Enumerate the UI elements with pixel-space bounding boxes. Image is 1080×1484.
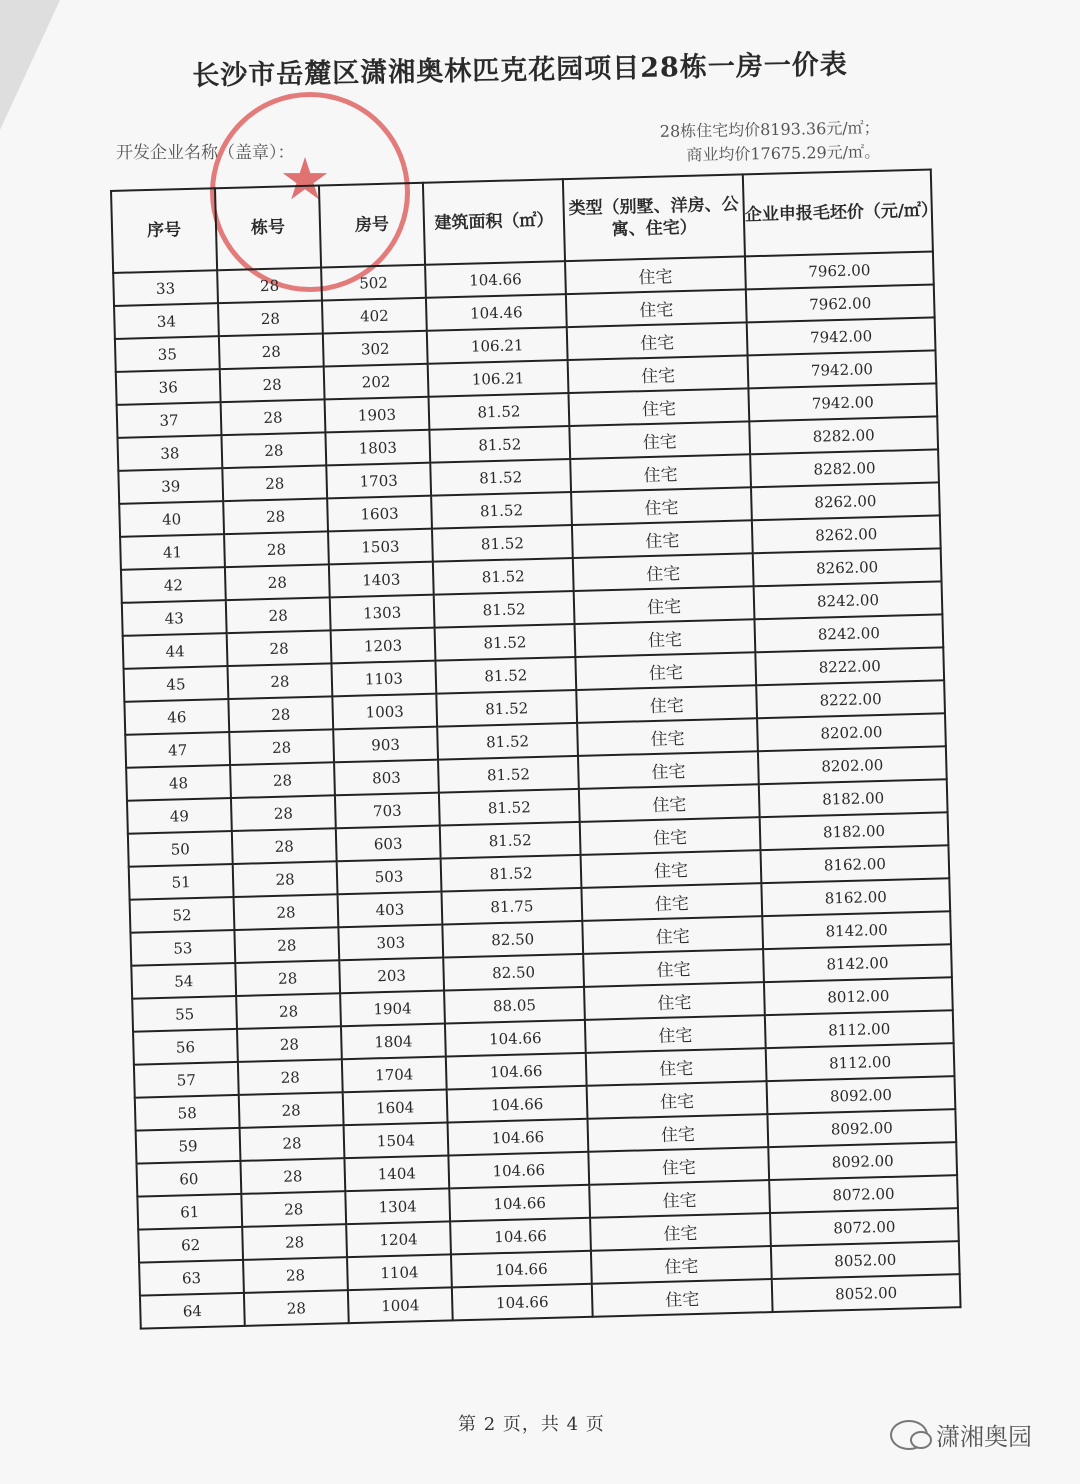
cell-area: 104.66 bbox=[450, 1218, 591, 1255]
cell-room: 303 bbox=[338, 925, 443, 961]
cell-seq: 45 bbox=[124, 666, 229, 702]
cell-price: 7962.00 bbox=[745, 251, 934, 289]
cell-room: 1004 bbox=[348, 1287, 453, 1323]
cell-area: 104.66 bbox=[452, 1284, 593, 1321]
cell-area: 81.52 bbox=[438, 756, 579, 793]
cell-price: 8092.00 bbox=[768, 1142, 957, 1180]
cell-building: 28 bbox=[237, 1026, 342, 1062]
cell-type: 住宅 bbox=[577, 718, 758, 756]
cell-room: 1803 bbox=[325, 430, 430, 466]
cell-building: 28 bbox=[227, 630, 332, 666]
cell-type: 住宅 bbox=[592, 1279, 773, 1317]
cell-room: 503 bbox=[337, 859, 442, 895]
cell-area: 106.21 bbox=[428, 360, 569, 397]
cell-area: 81.52 bbox=[435, 657, 576, 694]
cell-type: 住宅 bbox=[587, 1114, 768, 1152]
cell-area: 81.75 bbox=[441, 888, 582, 925]
page-footer: 第 2 页，共 4 页 bbox=[458, 1414, 605, 1435]
cell-seq: 61 bbox=[137, 1194, 242, 1230]
cell-seq: 48 bbox=[126, 765, 231, 801]
cell-price: 8162.00 bbox=[761, 878, 950, 916]
cell-price: 8182.00 bbox=[760, 812, 949, 850]
cell-area: 88.05 bbox=[444, 987, 585, 1024]
cell-building: 28 bbox=[221, 432, 326, 468]
cell-seq: 62 bbox=[138, 1227, 243, 1263]
price-table-sheet bbox=[110, 169, 960, 1330]
cell-seq: 49 bbox=[127, 798, 232, 834]
cell-price: 8072.00 bbox=[770, 1208, 959, 1246]
cell-area: 82.50 bbox=[442, 921, 583, 958]
cell-price: 8092.00 bbox=[767, 1109, 956, 1147]
cell-room: 803 bbox=[334, 760, 439, 796]
cell-room: 1303 bbox=[330, 595, 435, 631]
avg-residential-price: 28栋住宅均价8193.36元/㎡； bbox=[659, 118, 880, 141]
cell-seq: 33 bbox=[113, 270, 218, 306]
cell-area: 104.66 bbox=[448, 1119, 589, 1156]
cell-room: 402 bbox=[322, 298, 427, 334]
cell-building: 28 bbox=[219, 333, 324, 369]
cell-room: 1704 bbox=[342, 1057, 447, 1093]
cell-type: 住宅 bbox=[568, 388, 749, 426]
cell-room: 1203 bbox=[331, 628, 436, 664]
cell-room: 1204 bbox=[346, 1221, 451, 1257]
cell-type: 住宅 bbox=[583, 949, 764, 987]
cell-seq: 57 bbox=[134, 1062, 239, 1098]
cell-seq: 54 bbox=[131, 963, 236, 999]
cell-building: 28 bbox=[224, 531, 329, 567]
cell-room: 703 bbox=[335, 793, 440, 829]
cell-building: 28 bbox=[244, 1290, 349, 1326]
cell-area: 81.52 bbox=[433, 558, 574, 595]
watermark-label: 潇湘奥园 bbox=[936, 1423, 1032, 1451]
cell-room: 1304 bbox=[345, 1188, 450, 1224]
company-name-label: 开发企业名称（盖章）： bbox=[116, 143, 295, 163]
avg-commercial-price: 商业均价17675.29元/㎡。 bbox=[686, 142, 881, 165]
cell-building: 28 bbox=[240, 1158, 345, 1194]
cell-price: 8282.00 bbox=[750, 449, 939, 487]
cell-room: 1703 bbox=[326, 463, 431, 499]
cell-seq: 56 bbox=[133, 1029, 238, 1065]
cell-type: 住宅 bbox=[590, 1213, 771, 1251]
price-table bbox=[110, 168, 962, 1329]
cell-area: 81.52 bbox=[435, 624, 576, 661]
cell-seq: 44 bbox=[123, 633, 228, 669]
cell-area: 81.52 bbox=[440, 822, 581, 859]
cell-price: 8052.00 bbox=[771, 1241, 960, 1279]
cell-room: 202 bbox=[324, 364, 429, 400]
cell-building: 28 bbox=[243, 1257, 348, 1293]
cell-area: 81.52 bbox=[431, 492, 572, 529]
cell-price: 8222.00 bbox=[755, 647, 944, 685]
cell-room: 1903 bbox=[325, 397, 430, 433]
cell-building: 28 bbox=[226, 597, 331, 633]
cell-area: 81.52 bbox=[429, 426, 570, 463]
cell-type: 住宅 bbox=[578, 751, 759, 789]
cell-seq: 34 bbox=[114, 303, 219, 339]
cell-room: 403 bbox=[338, 892, 443, 928]
cell-seq: 50 bbox=[128, 831, 233, 867]
cell-type: 住宅 bbox=[566, 289, 747, 327]
cell-area: 81.52 bbox=[429, 393, 570, 430]
cell-building: 28 bbox=[239, 1092, 344, 1128]
cell-price: 8262.00 bbox=[751, 482, 940, 520]
cell-building: 28 bbox=[229, 729, 334, 765]
cell-room: 1503 bbox=[328, 529, 433, 565]
cell-area: 104.66 bbox=[447, 1086, 588, 1123]
cell-type: 住宅 bbox=[570, 454, 751, 492]
cell-area: 81.52 bbox=[432, 525, 573, 562]
cell-building: 28 bbox=[225, 564, 330, 600]
cell-room: 903 bbox=[333, 727, 438, 763]
cell-room: 1603 bbox=[327, 496, 432, 532]
cell-building: 28 bbox=[221, 399, 326, 435]
cell-room: 1604 bbox=[343, 1089, 448, 1125]
cell-area: 106.21 bbox=[427, 327, 568, 364]
cell-seq: 46 bbox=[124, 699, 229, 735]
cell-price: 7942.00 bbox=[747, 317, 936, 355]
wechat-icon bbox=[890, 1420, 928, 1450]
cell-price: 8112.00 bbox=[766, 1043, 955, 1081]
cell-building: 28 bbox=[234, 894, 339, 930]
cell-price: 8162.00 bbox=[761, 845, 950, 883]
cell-building: 28 bbox=[233, 861, 338, 897]
cell-building: 28 bbox=[235, 960, 340, 996]
cell-area: 81.52 bbox=[434, 591, 575, 628]
cell-seq: 40 bbox=[119, 501, 224, 537]
cell-price: 7942.00 bbox=[748, 350, 937, 388]
cell-building: 28 bbox=[217, 268, 322, 304]
cell-seq: 43 bbox=[122, 600, 227, 636]
cell-seq: 38 bbox=[117, 435, 222, 471]
cell-price: 7942.00 bbox=[748, 383, 937, 421]
cell-type: 住宅 bbox=[574, 586, 755, 624]
cell-price: 8012.00 bbox=[764, 977, 953, 1015]
cell-price: 8242.00 bbox=[754, 581, 943, 619]
cell-type: 住宅 bbox=[582, 916, 763, 954]
cell-building: 28 bbox=[228, 663, 333, 699]
cell-seq: 37 bbox=[117, 402, 222, 438]
cell-type: 住宅 bbox=[567, 322, 748, 360]
header-area: 建筑面积（㎡） bbox=[423, 179, 565, 265]
cell-building: 28 bbox=[222, 465, 327, 501]
average-price-note bbox=[660, 116, 881, 168]
watermark bbox=[890, 1417, 1032, 1452]
cell-building: 28 bbox=[218, 300, 323, 336]
header-price: 企业申报毛坯价（元/㎡） bbox=[743, 170, 933, 257]
cell-room: 203 bbox=[339, 958, 444, 994]
cell-seq: 42 bbox=[121, 567, 226, 603]
cell-type: 住宅 bbox=[572, 520, 753, 558]
header-seq: 序号 bbox=[111, 188, 217, 273]
cell-seq: 36 bbox=[116, 369, 221, 405]
cell-area: 81.52 bbox=[437, 723, 578, 760]
cell-type: 住宅 bbox=[591, 1246, 772, 1284]
cell-room: 1403 bbox=[329, 562, 434, 598]
cell-seq: 63 bbox=[139, 1260, 244, 1296]
cell-seq: 55 bbox=[132, 996, 237, 1032]
cell-price: 8182.00 bbox=[759, 779, 948, 817]
cell-room: 1103 bbox=[331, 661, 436, 697]
cell-area: 81.52 bbox=[436, 690, 577, 727]
cell-area: 104.46 bbox=[426, 294, 567, 331]
cell-area: 81.52 bbox=[441, 855, 582, 892]
cell-seq: 60 bbox=[136, 1161, 241, 1197]
cell-price: 8142.00 bbox=[762, 911, 951, 949]
cell-building: 28 bbox=[238, 1059, 343, 1095]
cell-type: 住宅 bbox=[576, 685, 757, 723]
cell-room: 502 bbox=[321, 265, 426, 301]
cell-type: 住宅 bbox=[573, 553, 754, 591]
cell-seq: 58 bbox=[135, 1095, 240, 1131]
cell-type: 住宅 bbox=[587, 1081, 768, 1119]
cell-type: 住宅 bbox=[581, 883, 762, 921]
cell-seq: 51 bbox=[129, 864, 234, 900]
document-title: 长沙市岳麓区潇湘奥林匹克花园项目28栋一房一价表 bbox=[192, 49, 849, 92]
cell-building: 28 bbox=[241, 1191, 346, 1227]
cell-area: 82.50 bbox=[443, 954, 584, 991]
seal-star-icon: ★ bbox=[279, 145, 331, 213]
cell-seq: 52 bbox=[130, 897, 235, 933]
page-corner-shadow bbox=[0, 0, 60, 130]
cell-price: 8072.00 bbox=[769, 1175, 958, 1213]
cell-area: 104.66 bbox=[448, 1152, 589, 1189]
cell-price: 8092.00 bbox=[767, 1076, 956, 1114]
cell-price: 8282.00 bbox=[749, 416, 938, 454]
cell-type: 住宅 bbox=[575, 652, 756, 690]
cell-building: 28 bbox=[228, 696, 333, 732]
cell-price: 8262.00 bbox=[753, 548, 942, 586]
cell-seq: 47 bbox=[125, 732, 230, 768]
cell-area: 104.66 bbox=[449, 1185, 590, 1222]
cell-price: 8142.00 bbox=[763, 944, 952, 982]
cell-type: 住宅 bbox=[586, 1048, 767, 1086]
cell-area: 81.52 bbox=[439, 789, 580, 826]
cell-type: 住宅 bbox=[581, 850, 762, 888]
cell-price: 8222.00 bbox=[756, 680, 945, 718]
header-type: 类型（别墅、洋房、公寓、住宅） bbox=[563, 174, 745, 261]
cell-building: 28 bbox=[223, 498, 328, 534]
cell-building: 28 bbox=[236, 993, 341, 1029]
cell-seq: 35 bbox=[115, 336, 220, 372]
header-building: 栋号 bbox=[215, 186, 321, 271]
cell-building: 28 bbox=[232, 828, 337, 864]
cell-building: 28 bbox=[220, 366, 325, 402]
cell-room: 1804 bbox=[341, 1024, 446, 1060]
table-body bbox=[113, 251, 960, 1328]
cell-area: 104.66 bbox=[446, 1053, 587, 1090]
cell-type: 住宅 bbox=[575, 619, 756, 657]
cell-type: 住宅 bbox=[579, 784, 760, 822]
cell-price: 8242.00 bbox=[754, 614, 943, 652]
cell-type: 住宅 bbox=[571, 487, 752, 525]
cell-price: 8202.00 bbox=[757, 713, 946, 751]
cell-room: 1104 bbox=[347, 1254, 452, 1290]
cell-building: 28 bbox=[230, 762, 335, 798]
cell-building: 28 bbox=[231, 795, 336, 831]
cell-room: 603 bbox=[336, 826, 441, 862]
cell-seq: 59 bbox=[136, 1128, 241, 1164]
cell-room: 1504 bbox=[344, 1122, 449, 1158]
cell-area: 104.66 bbox=[425, 261, 566, 298]
cell-room: 1904 bbox=[340, 991, 445, 1027]
cell-building: 28 bbox=[234, 927, 339, 963]
cell-seq: 64 bbox=[140, 1293, 245, 1329]
cell-price: 8052.00 bbox=[772, 1274, 961, 1312]
cell-room: 302 bbox=[323, 331, 428, 367]
cell-room: 1003 bbox=[332, 694, 437, 730]
cell-type: 住宅 bbox=[589, 1180, 770, 1218]
cell-area: 104.66 bbox=[445, 1020, 586, 1057]
cell-seq: 39 bbox=[118, 468, 223, 504]
cell-room: 1404 bbox=[344, 1155, 449, 1191]
cell-seq: 41 bbox=[120, 534, 225, 570]
cell-type: 住宅 bbox=[569, 421, 750, 459]
cell-price: 8262.00 bbox=[752, 515, 941, 553]
cell-building: 28 bbox=[240, 1125, 345, 1161]
cell-building: 28 bbox=[242, 1224, 347, 1260]
cell-price: 8202.00 bbox=[758, 746, 947, 784]
cell-price: 7962.00 bbox=[746, 284, 935, 322]
header-room: 房号 bbox=[319, 183, 425, 268]
cell-type: 住宅 bbox=[585, 1015, 766, 1053]
cell-price: 8112.00 bbox=[765, 1010, 954, 1048]
cell-type: 住宅 bbox=[568, 355, 749, 393]
cell-area: 81.52 bbox=[430, 459, 571, 496]
cell-type: 住宅 bbox=[588, 1147, 769, 1185]
cell-type: 住宅 bbox=[565, 256, 746, 294]
cell-area: 104.66 bbox=[451, 1251, 592, 1288]
cell-type: 住宅 bbox=[584, 982, 765, 1020]
cell-seq: 53 bbox=[130, 930, 235, 966]
cell-type: 住宅 bbox=[580, 817, 761, 855]
